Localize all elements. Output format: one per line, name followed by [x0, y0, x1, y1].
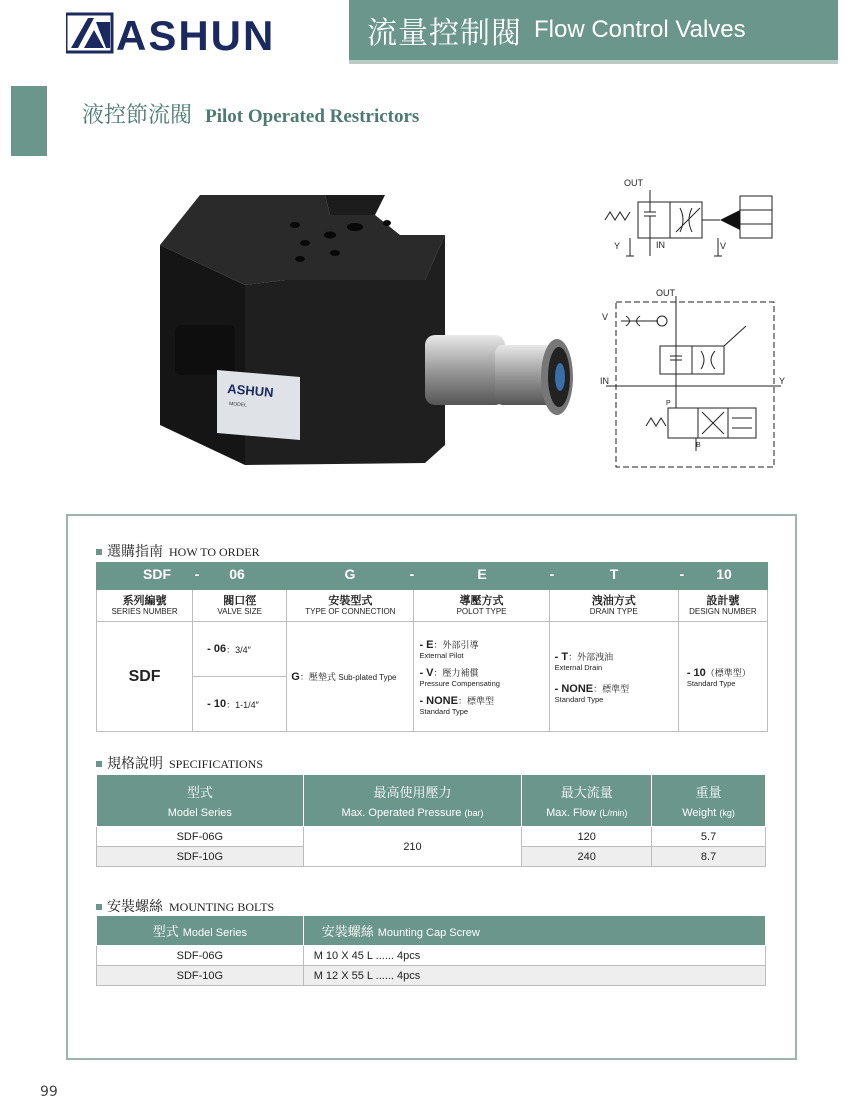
svg-text:MODEL: MODEL — [228, 401, 248, 409]
svg-text:SDF: SDF — [143, 566, 171, 582]
bolt-table — [96, 915, 766, 986]
col-design: 設計號 DESIGN NUMBER — [678, 590, 767, 622]
spec-model: SDF-06G — [97, 827, 304, 847]
order-body-row — [97, 622, 768, 732]
product-subtitle — [82, 98, 419, 129]
size-option-10: - 10 ：1-1/4″ — [207, 698, 259, 710]
svg-text:ASHUN: ASHUN — [226, 381, 275, 401]
svg-text:-: - — [679, 566, 685, 582]
svg-text:06: 06 — [229, 566, 245, 582]
hydraulic-symbol-top — [600, 172, 780, 267]
header-title-zh: 流量控制閥 — [367, 16, 522, 51]
bolt-model: SDF-06G — [97, 946, 304, 966]
svg-text:-: - — [409, 566, 415, 582]
svg-text:OUT: OUT — [656, 288, 675, 298]
spec-flow: 120 — [522, 827, 652, 847]
subtitle-zh: 液控節流閥 — [82, 103, 193, 128]
bolt-row — [97, 946, 766, 966]
spec-weight: 8.7 — [652, 847, 766, 867]
bolt-screw: M 12 X 55 L ...... 4pcs — [303, 966, 765, 986]
svg-text:IN: IN — [600, 376, 609, 386]
drain-option-t: - T：外部洩油 External Drain — [554, 650, 614, 672]
header-title-en: Flow Control Valves — [534, 16, 746, 43]
svg-text:T: T — [609, 566, 619, 582]
pilot-options — [414, 622, 549, 732]
spec-model: SDF-10G — [97, 847, 304, 867]
bolt-col-screw: 安裝螺絲 Mounting Cap Screw — [303, 916, 765, 946]
spec-flow: 240 — [522, 847, 652, 867]
bolt-model: SDF-10G — [97, 966, 304, 986]
drain-options — [549, 622, 678, 732]
spec-section-title: 規格說明 SPECIFICATIONS — [96, 753, 263, 773]
order-code-row — [97, 563, 768, 590]
header-underline — [349, 60, 838, 64]
ashun-logo — [66, 10, 306, 56]
col-connection: 安裝型式 TYPE OF CONNECTION — [287, 590, 414, 622]
col-pilot: 導壓方式 POLOT TYPE — [414, 590, 549, 622]
drain-option-none: - NONE：標準型 Standard Type — [554, 682, 630, 704]
spec-header-row — [97, 775, 766, 827]
svg-text:V: V — [720, 241, 727, 251]
bolt-col-model: 型式 Model Series — [97, 916, 304, 946]
order-header-row — [97, 590, 768, 622]
size-option-06: - 06 ：3/4″ — [193, 622, 286, 677]
hydraulic-symbol-bottom — [596, 286, 796, 476]
svg-text:ASHUN: ASHUN — [116, 12, 276, 56]
svg-text:IN: IN — [656, 240, 665, 250]
svg-text:OUT: OUT — [624, 178, 643, 188]
col-size: 閥口徑 VALVE SIZE — [193, 590, 287, 622]
spec-col-weight: 重量 Weight (kg) — [652, 775, 766, 827]
svg-text:V: V — [602, 312, 609, 322]
spec-col-flow: 最大流量 Max. Flow (L/min) — [522, 775, 652, 827]
spec-table — [96, 774, 766, 867]
pilot-option-v: - V：壓力補償 Pressure Compensating — [419, 666, 500, 688]
svg-text:Y: Y — [779, 376, 786, 386]
svg-text:G: G — [344, 566, 356, 582]
spec-weight: 5.7 — [652, 827, 766, 847]
pilot-option-none: - NONE：標準型 Standard Type — [419, 694, 494, 716]
col-series: 系列編號 SERIES NUMBER — [97, 590, 193, 622]
svg-text:-: - — [549, 566, 555, 582]
svg-text:E: E — [477, 566, 487, 582]
bolt-section-title: 安裝螺絲 MOUNTING BOLTS — [96, 896, 274, 916]
series-value: SDF — [97, 622, 193, 732]
svg-text:Y: Y — [614, 241, 621, 251]
svg-text:10: 10 — [716, 566, 732, 582]
spec-col-pressure: 最高使用壓力 Max. Operated Pressure (bar) — [303, 775, 522, 827]
subtitle-en: Pilot Operated Restrictors — [205, 106, 420, 127]
page-number: 99 — [40, 1084, 58, 1100]
bolt-row — [97, 966, 766, 986]
connection-option: G：壓墊式 Sub-plated Type — [287, 622, 414, 732]
order-section-title: 選購指南 HOW TO ORDER — [96, 541, 260, 561]
svg-text:-: - — [194, 566, 200, 582]
bolt-header-row — [97, 916, 766, 946]
spec-col-model: 型式 Model Series — [97, 775, 304, 827]
order-table — [96, 562, 768, 732]
valve-product-image — [155, 185, 585, 470]
pilot-option-e: - E：外部引導 External Pilot — [419, 638, 479, 660]
svg-text:B: B — [696, 442, 701, 449]
spec-pressure: 210 — [303, 827, 522, 867]
header-title-bar — [349, 0, 838, 60]
order-code-strip — [97, 563, 767, 586]
col-drain: 洩油方式 DRAIN TYPE — [549, 590, 678, 622]
spec-row — [97, 827, 766, 847]
bolt-screw: M 10 X 45 L ...... 4pcs — [303, 946, 765, 966]
design-option: - 10（標準型） Standard Type — [678, 622, 767, 732]
size-options — [193, 622, 287, 732]
svg-text:P: P — [666, 400, 671, 407]
side-accent-block — [11, 86, 47, 156]
